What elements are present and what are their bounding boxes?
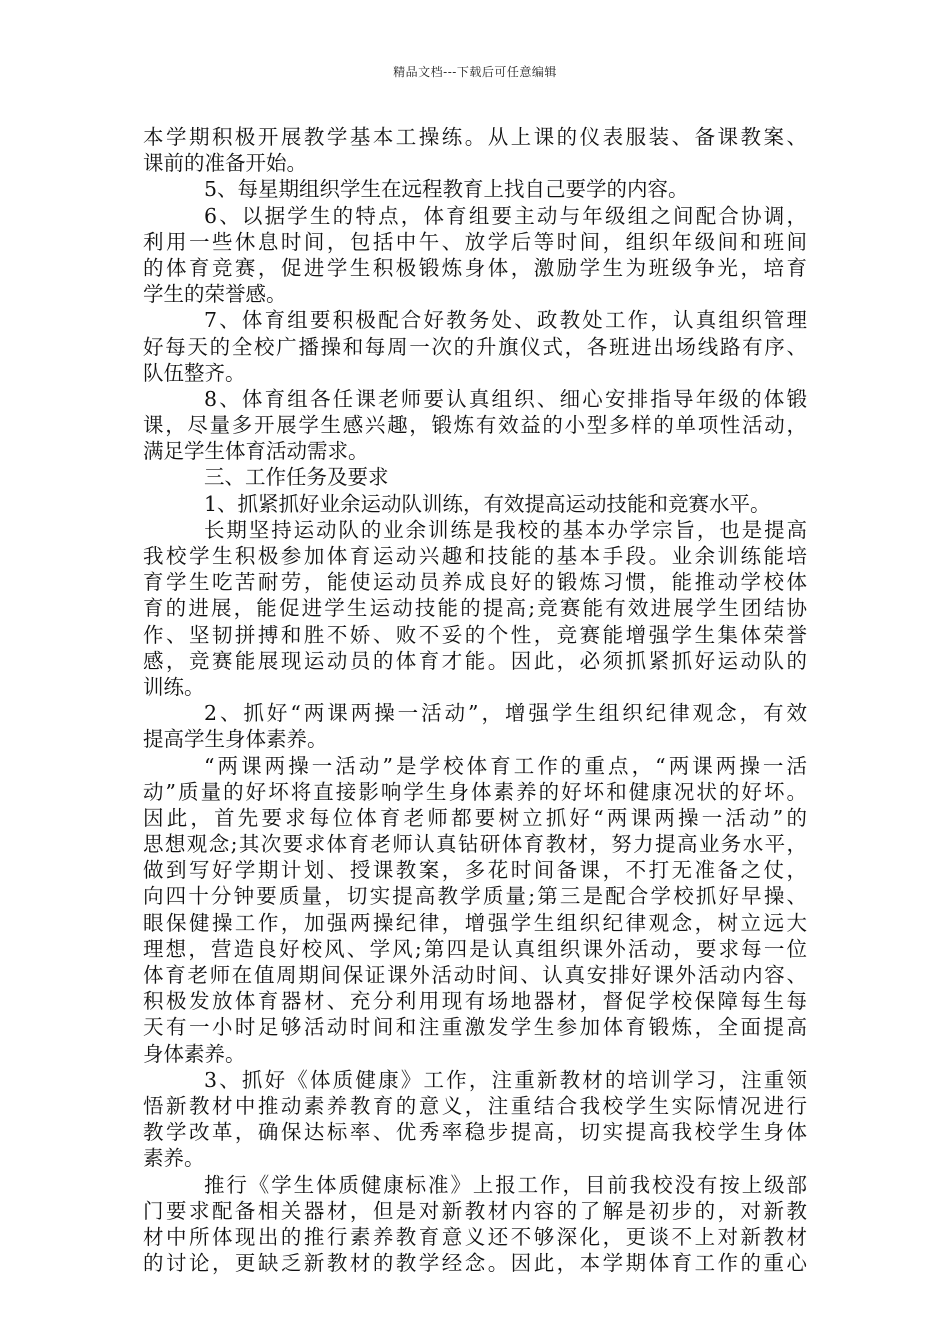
text-line: 因此，首先要求每位体育老师都要树立抓好“两课两操一活动”的 (143, 805, 807, 830)
text-line: 8、体育组各任课老师要认真组织、细心安排指导年级的体锻 (204, 386, 807, 411)
text-line: 作、坚韧拼搏和胜不娇、败不妥的个性，竞赛能增强学生集体荣誉 (143, 622, 807, 647)
text-line: 利用一些休息时间，包括中午、放学后等时间，组织年级间和班间 (143, 229, 807, 254)
text-line: 的讨论，更缺乏新教材的教学经念。因此，本学期体育工作的重心 (143, 1251, 807, 1276)
text-line: 满足学生体育活动需求。 (143, 439, 369, 464)
text-line: 课前的准备开始。 (143, 151, 307, 176)
text-line: 动”质量的好坏将直接影响学生身体素养的好坏和健康况状的好坏。 (143, 779, 807, 804)
text-line: 育的进展，能促进学生运动技能的提高;竞赛能有效进展学生团结协 (143, 596, 807, 621)
text-line: 悟新教材中推动素养教育的意义，注重结合我校学生实际情况进行 (143, 1093, 807, 1118)
page-header: 精品文档---下载后可任意编辑 (393, 65, 557, 79)
text-line: 积极发放体育器材、充分利用现有场地器材，督促学校保障每生每 (143, 989, 807, 1014)
text-line: 队伍整齐。 (143, 360, 246, 385)
text-line: 3、抓好《体质健康》工作，注重新教材的培训学习，注重领 (204, 1067, 807, 1092)
text-line: 教学改革，确保达标率、优秀率稳步提高，切实提高我校学生身体 (143, 1120, 807, 1145)
text-line: 长期坚持运动队的业余训练是我校的基本办学宗旨，也是提高 (204, 517, 807, 542)
text-line: 课，尽量多开展学生感兴趣，锻炼有效益的小型多样的单项性活动， (143, 413, 807, 438)
text-line: 体育老师在值周期间保证课外活动时间、认真安排好课外活动内容、 (143, 963, 807, 987)
text-line: 理想，营造良好校风、学风;第四是认真组织课外活动，要求每一位 (143, 936, 807, 961)
text-line: 2、抓好“两课两操一活动”，增强学生组织纪律观念，有效 (204, 701, 807, 726)
text-line: 推行《学生体质健康标准》上报工作，目前我校没有按上级部 (204, 1172, 807, 1197)
text-line: 训练。 (143, 674, 205, 699)
text-line: 的体育竞赛，促进学生积极锻炼身体，激励学生为班级争光，培育 (143, 255, 807, 280)
document-body (143, 124, 807, 1276)
text-line: 天有一小时足够活动时间和注重激发学生参加体育锻炼，全面提高 (143, 1015, 807, 1040)
text-line: 做到写好学期计划、授课教案，多花时间备课，不打无准备之仗， (143, 858, 807, 883)
text-line: 学生的荣誉感。 (143, 282, 287, 307)
text-line: 5、每星期组织学生在远程教育上找自己要学的内容。 (204, 177, 689, 202)
text-line: 三、工作任务及要求 (204, 465, 389, 490)
text-line: 1、抓紧抓好业余运动队训练，有效提高运动技能和竞赛水平。 (204, 491, 771, 516)
text-line: 我校学生积极参加体育运动兴趣和技能的基本手段。业余训练能培 (143, 544, 807, 568)
text-line: 身体素养。 (143, 1041, 246, 1066)
text-line: 好每天的全校广播操和每周一次的升旗仪式，各班进出场线路有序、 (143, 334, 807, 359)
text-line: 向四十分钟要质量，切实提高教学质量;第三是配合学校抓好早操、 (143, 884, 807, 909)
text-line: 门要求配备相关器材，但是对新教材内容的了解是初步的，对新教 (143, 1198, 807, 1223)
text-line: 7、体育组要积极配合好教务处、政教处工作，认真组织管理 (204, 308, 807, 333)
text-line: 本学期积极开展教学基本工操练。从上课的仪表服装、备课教案、 (143, 125, 807, 149)
text-line: 提高学生身体素养。 (143, 727, 328, 752)
text-line: 思想观念;其次要求体育老师认真钻研体育教材，努力提高业务水平， (143, 832, 807, 857)
text-line: 眼保健操工作，加强两操纪律，增强学生组织纪律观念，树立远大 (143, 910, 807, 935)
text-line: 6、以据学生的特点，体育组要主动与年级组之间配合协调， (204, 203, 807, 228)
text-line: “两课两操一活动”是学校体育工作的重点，“两课两操一活 (204, 753, 807, 778)
text-line: 素养。 (143, 1146, 205, 1171)
text-line: 感，竞赛能展现运动员的体育才能。因此，必须抓紧抓好运动队的 (143, 648, 807, 673)
text-line: 材中所体现出的推行素养教育意义还不够深化，更谈不上对新教材 (143, 1224, 807, 1249)
text-line: 育学生吃苦耐劳，能使运动员养成良好的锻炼习惯，能推动学校体 (143, 570, 807, 595)
